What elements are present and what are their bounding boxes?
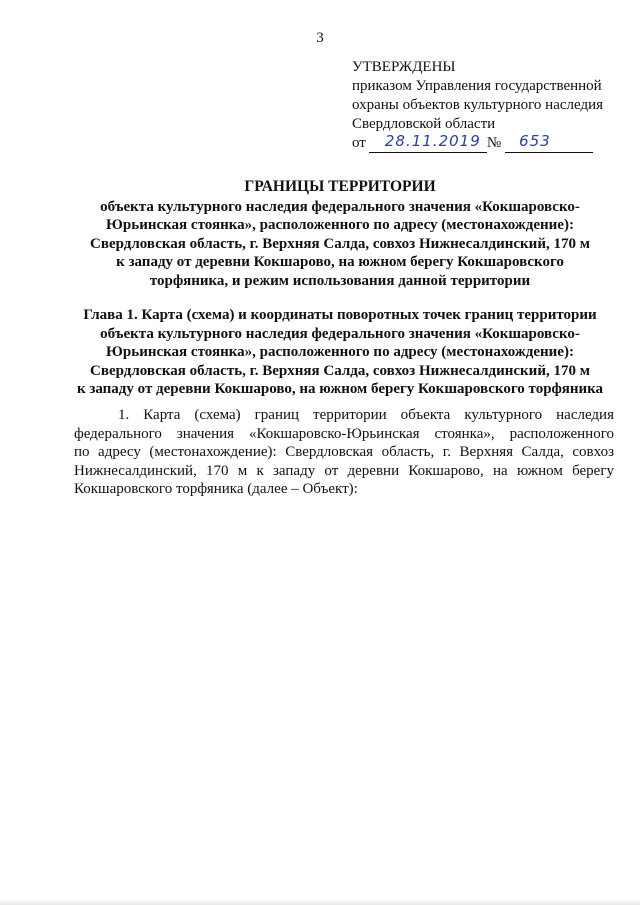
chapter-line: объекта культурного наследия федерального значения «Кокшаровско- [100,325,580,342]
title-line: Свердловская область, г. Верхняя Салда, совхоз Нижнесалдинский, 170 м [90,235,590,252]
paragraph-line: 1. Карта (схема) границ территории объекта культурного наследия [118,407,614,423]
approval-line-2: охраны объектов культурного наследия [352,97,604,113]
order-date-field [369,132,487,153]
approval-heading: УТВЕРЖДЕНЫ [352,59,456,75]
chapter-line: к западу от деревни Кокшарово, на южном берегу Кокшаровского торфяника [76,381,604,397]
paragraph-1 [74,406,614,499]
from-label: от [352,135,366,151]
paragraph-line: Нижнесалдинский, 170 м к западу от деревни Кокшарово, на южном берегу [74,462,614,479]
chapter-line: Глава 1. Карта (схема) и координаты поворотных точек границ территории [83,307,597,323]
title-line: к западу от деревни Кокшарово, на южном берегу Кокшаровского [116,254,564,270]
title-line: торфяника, и режим использования данной территории [149,272,531,289]
title-line: Юрьинская стоянка», расположенного по адресу (местонахождение): [106,217,574,233]
approval-stamp-block [352,58,632,153]
paragraph-line: федерального значения «Кокшаровско-Юрьинская стоянка», расположенного [74,425,614,442]
page-number: 3 [316,30,324,46]
order-number-field [505,132,593,153]
approval-line-1: приказом Управления государственной [352,78,602,94]
number-label: № [486,135,502,151]
document-title [60,178,620,290]
handwritten-date: 28.11.2019 [384,132,481,150]
title-main: ГРАНИЦЫ ТЕРРИТОРИИ [244,178,436,195]
paragraph-line: по адресу (местонахождение): Свердловская область, г. Верхняя Салда, совхоз [74,444,614,460]
chapter-heading [60,306,620,399]
scan-bottom-edge [0,899,640,905]
handwritten-number: 653 [519,132,551,150]
order-date-number-line [352,134,632,153]
chapter-line: Свердловская область, г. Верхняя Салда, совхоз Нижнесалдинский, 170 м [90,362,590,379]
approval-line-3: Свердловской области [352,116,496,132]
chapter-line: Юрьинская стоянка», расположенного по адресу (местонахождение): [106,344,574,360]
paragraph-line: Кокшаровского торфяника (далее – Объект): [74,481,358,497]
title-line: объекта культурного наследия федерального значения «Кокшаровско- [100,198,580,215]
